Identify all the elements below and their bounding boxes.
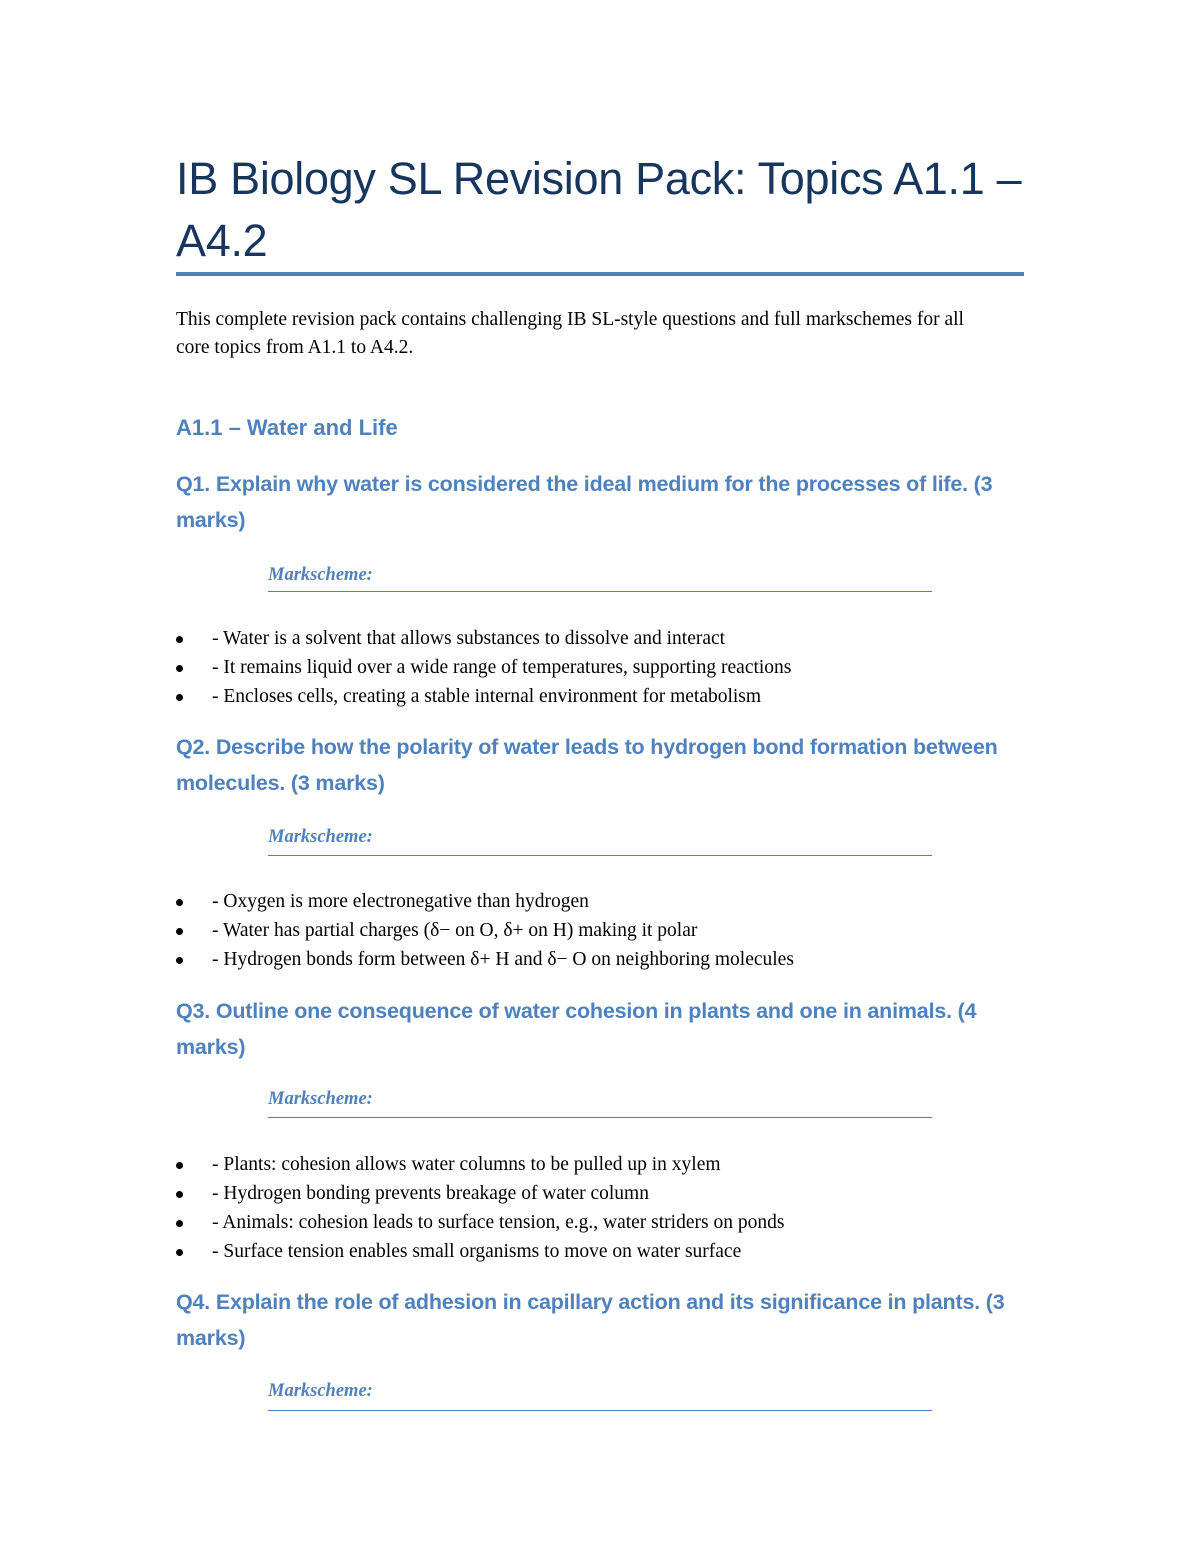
bullet-icon xyxy=(176,957,183,964)
markscheme-label-q3: Markscheme: xyxy=(268,1089,373,1109)
title-underline xyxy=(176,272,1024,276)
markscheme-list-q3 xyxy=(176,1150,784,1266)
bullet-icon xyxy=(176,694,183,701)
bullet-icon xyxy=(176,1220,183,1227)
section-heading: A1.1 – Water and Life xyxy=(176,415,398,440)
list-item: - Oxygen is more electronegative than hydrogen xyxy=(176,887,794,916)
markscheme-rule-q3 xyxy=(268,1117,932,1118)
list-item: - Surface tension enables small organisms to move on water surface xyxy=(176,1237,784,1266)
document-title: IB Biology SL Revision Pack: Topics A1.1 – A4.2 xyxy=(176,153,1022,266)
bullet-icon xyxy=(176,1249,183,1256)
question-4-heading: Q4. Explain the role of adhesion in capillary action and its significance in plants. (3 marks) xyxy=(176,1290,1005,1350)
list-item: - It remains liquid over a wide range of temperatures, supporting reactions xyxy=(176,653,791,682)
question-2-heading: Q2. Describe how the polarity of water leads to hydrogen bond formation between molecules. (3 marks) xyxy=(176,735,998,795)
markscheme-label-q2: Markscheme: xyxy=(268,827,373,847)
bullet-icon xyxy=(176,665,183,672)
markscheme-list-q1 xyxy=(176,624,791,711)
markscheme-label-q4: Markscheme: xyxy=(268,1381,373,1401)
list-item: - Water has partial charges (δ− on O, δ+ on H) making it polar xyxy=(176,916,794,945)
question-3-heading: Q3. Outline one consequence of water cohesion in plants and one in animals. (4 marks) xyxy=(176,999,977,1059)
list-item: - Encloses cells, creating a stable internal environment for metabolism xyxy=(176,682,791,711)
intro-paragraph: This complete revision pack contains challenging IB SL-style questions and full markschemes for all core topics from A1.1 to A4.2. xyxy=(176,309,964,358)
markscheme-label-q1: Markscheme: xyxy=(268,565,373,585)
list-item: - Hydrogen bonds form between δ+ H and δ− O on neighboring molecules xyxy=(176,945,794,974)
markscheme-rule-q4 xyxy=(268,1410,932,1411)
bullet-icon xyxy=(176,636,183,643)
markscheme-rule-q1 xyxy=(268,591,932,592)
question-1-heading: Q1. Explain why water is considered the ideal medium for the processes of life. (3 marks) xyxy=(176,472,993,532)
bullet-icon xyxy=(176,899,183,906)
bullet-icon xyxy=(176,1162,183,1169)
list-item: - Hydrogen bonding prevents breakage of water column xyxy=(176,1179,784,1208)
list-item: - Animals: cohesion leads to surface tension, e.g., water striders on ponds xyxy=(176,1208,784,1237)
bullet-icon xyxy=(176,1191,183,1198)
markscheme-list-q2 xyxy=(176,887,794,974)
list-item: - Water is a solvent that allows substances to dissolve and interact xyxy=(176,624,791,653)
list-item: - Plants: cohesion allows water columns to be pulled up in xylem xyxy=(176,1150,784,1179)
markscheme-rule-q2 xyxy=(268,855,932,856)
bullet-icon xyxy=(176,928,183,935)
